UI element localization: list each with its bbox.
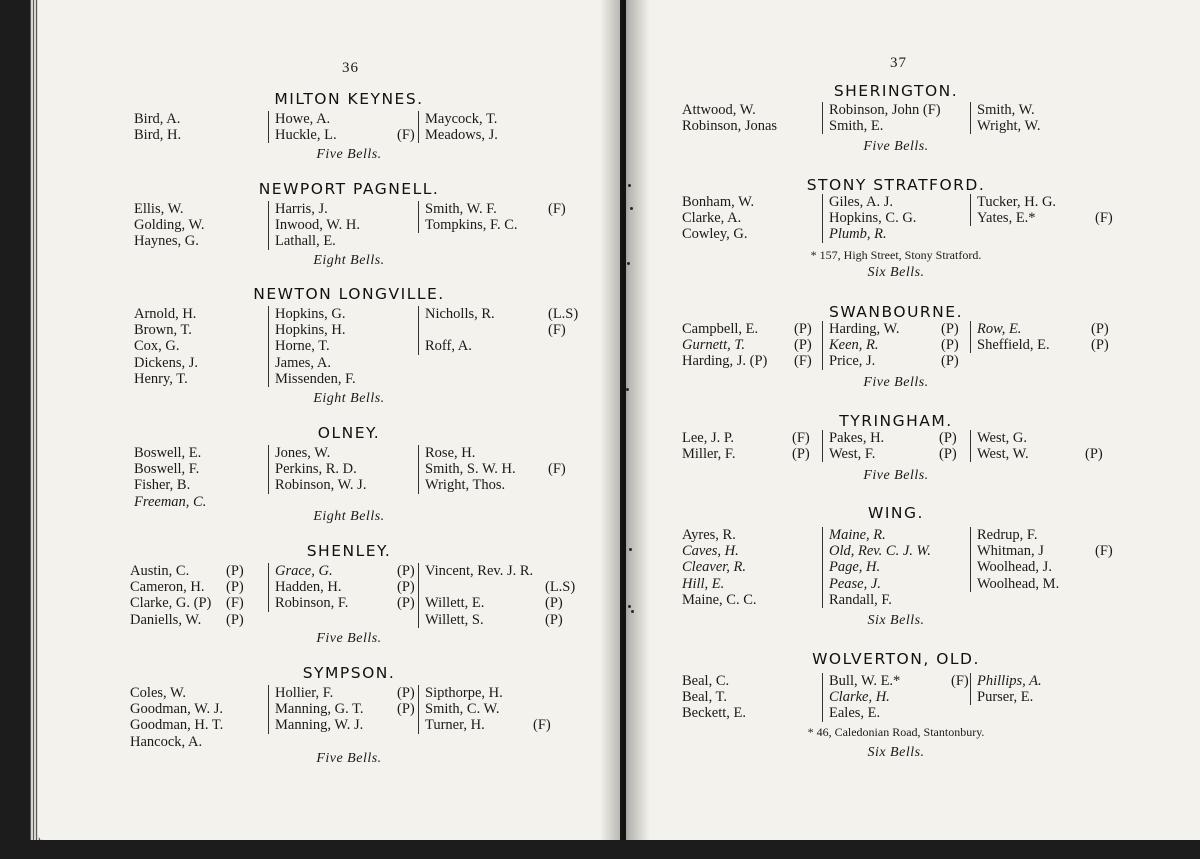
ringer-column [970,321,1119,353]
ringer-entry [275,701,425,717]
ringer-name: Old, Rev. C. J. W. [829,543,931,560]
ringer-name: Beal, C. [682,673,730,689]
ringer-entry [425,477,576,493]
ringer-column [268,685,425,734]
ringer-name: Cox, G. [134,338,180,355]
ringer-name: Miller, F. [682,446,736,463]
ringer-entry [275,579,425,595]
ringer-name: Hopkins, G. [275,306,346,322]
ringer-entry [425,111,576,127]
ringer-mark: (P) [226,563,244,579]
ringer-name: Randall, F. [829,591,892,608]
ringer-entry [682,321,822,337]
ringer-entry [977,118,1135,134]
bells-count: Eight Bells. [313,391,385,406]
ringer-name: Vincent, Rev. J. R. [425,563,534,579]
bells-count: Six Bells. [867,745,925,760]
ringer-entry [682,673,840,689]
ringer-name: Goodman, W. J. [130,701,224,718]
ringer-entry [682,689,840,705]
ringer-name: Wright, Thos. [425,477,506,494]
ringer-column [682,673,840,722]
bells-count: Six Bells. [867,613,925,628]
ringer-entry [275,111,425,127]
ringer-entry [275,595,425,611]
ringer-column [682,527,840,608]
ringer-name: Cleaver, R. [682,559,747,576]
ringer-column [418,111,576,143]
ringer-mark: (P) [1085,446,1103,463]
ringer-name: Yates, E.* [977,210,1036,227]
ringer-name: Attwood, W. [682,102,756,118]
ringer-entry [134,494,292,510]
ringer-mark: (P) [941,337,959,354]
ringer-entry [829,194,979,210]
ringer-entry [977,210,1123,226]
ringer-entry [130,563,254,579]
ringer-entry [130,701,288,717]
ringer-entry [275,127,425,143]
ringer-entry [977,194,1123,210]
ringer-name: West, W. [977,446,1029,463]
ringer-name: West, F. [829,446,876,463]
ringer-name: Plumb, R. [829,226,887,243]
ringer-name: Smith, W. F. [425,201,497,217]
ringer-column [970,194,1123,226]
ringer-mark: (F) [548,201,566,217]
ringer-name: Maine, C. C. [682,591,757,608]
ringer-name: Ellis, W. [134,201,184,217]
ringer-name: Clarke, H. [829,689,890,706]
ringer-name: Goodman, H. T. [130,717,224,734]
ringer-name: Golding, W. [134,217,205,234]
ringer-entry [829,559,979,575]
bells-count: Five Bells. [316,147,382,162]
ringer-column [268,563,425,612]
ringer-entry [130,579,254,595]
ringer-mark: (P) [941,353,959,370]
ringer-entry [829,430,967,446]
ringer-entry [829,673,979,689]
ringer-column [822,321,969,370]
parish-title: NEWTON LONGVILLE. [253,285,445,303]
ringer-name: Clarke, G. (P) [130,595,212,612]
ringer-entry [977,559,1123,575]
ringer-name: Pakes, H. [829,430,885,446]
ringer-entry [425,306,579,322]
ringer-name: Tompkins, F. C. [425,217,518,234]
ringer-entry [829,337,969,353]
ringer-name: Cameron, H. [130,579,205,596]
ringer-entry [977,576,1123,592]
ringer-mark: (F) [548,461,566,478]
ringer-entry [829,592,979,608]
ringer-entry [425,338,576,354]
ringer-column [418,445,576,494]
ringer-entry [682,337,822,353]
ringer-entry [425,127,576,143]
ringer-entry [130,685,288,701]
ringer-name: Robinson, John (F) [829,102,941,118]
ringer-name: Beal, T. [682,689,727,706]
ringer-entry [275,201,425,217]
ringer-name: Austin, C. [130,563,190,579]
ringer-name: Campbell, E. [682,321,759,337]
ringer-column [130,685,288,750]
ringer-column [418,685,561,734]
page-number: 37 [890,55,907,71]
ringer-entry [829,576,979,592]
ringer-entry [682,102,840,118]
ringer-mark: (P) [397,579,415,596]
ringer-column [268,445,425,494]
ringer-name: Coles, W. [130,685,186,701]
ringer-name: Huckle, L. [275,127,337,144]
ringer-entry [425,717,561,733]
ringer-entry [425,217,576,233]
ringer-mark: (F) [792,430,810,446]
ringer-column [130,563,254,628]
ringer-entry [425,595,573,611]
ringer-name: Harris, J. [275,201,328,217]
ringer-name: Eales, E. [829,705,881,722]
ringer-name: Page, H. [829,559,881,576]
ringer-name: Brown, T. [134,322,192,339]
bells-count: Five Bells. [316,631,382,646]
bells-count: Five Bells. [316,751,382,766]
ringer-mark: (P) [794,321,812,337]
ringer-entry [682,430,820,446]
ringer-name: Roff, A. [425,338,472,355]
ringer-entry [130,734,288,750]
ringer-entry [682,353,822,369]
ringer-entry [977,543,1123,559]
bells-count: Eight Bells. [313,253,385,268]
ringer-column [822,430,967,462]
ringer-name: Bird, H. [134,127,182,144]
ringer-entry [682,576,840,592]
ringer-name: Redrup, F. [977,527,1038,543]
ringer-entry [275,322,425,338]
ringer-name: James, A. [275,354,331,371]
ringer-mark: (P) [941,321,959,337]
ringer-mark: (P) [939,446,957,463]
left-page [38,0,620,840]
ringer-mark: (F) [951,673,969,689]
ringer-column [268,306,425,387]
ringer-entry [425,322,576,338]
ringer-column [970,673,1123,705]
ringer-entry [682,705,840,721]
ringer-mark: (P) [939,430,957,446]
ringer-name: Smith, S. W. H. [425,461,516,478]
ringer-entry [275,371,425,387]
parish-title: STONY STRATFORD. [806,176,986,194]
ringer-name: Inwood, W. H. [275,217,360,234]
ringer-name: Clarke, A. [682,210,742,227]
book-gutter [600,0,650,840]
ringer-name: Maine, R. [829,527,886,543]
ringer-name: Sheffield, E. [977,337,1050,354]
ringer-name: Howe, A. [275,111,331,127]
ringer-entry [829,226,979,242]
ringer-name: Fisher, B. [134,477,191,494]
ringer-name: Ayres, R. [682,527,736,543]
ringer-entry [682,226,840,242]
ringer-entry [829,705,979,721]
ringer-mark: (P) [545,595,563,612]
ringer-entry [977,321,1119,337]
ringer-name: Meadows, J. [425,127,498,144]
ringer-name: Missenden, F. [275,370,356,387]
ringer-entry [682,194,840,210]
ringer-name: Price, J. [829,353,876,370]
ringer-name: Wright, W. [977,118,1041,135]
ringer-name: Purser, E. [977,689,1034,706]
ringer-name: Haynes, G. [134,233,199,250]
footnote: * 157, High Street, Stony Stratford. [810,248,982,262]
ringer-mark: (P) [397,701,415,718]
ringer-entry [829,353,969,369]
parish-title: SHERINGTON. [833,82,959,100]
ringer-mark: (L.S) [548,306,579,322]
ringer-name: Willett, S. [425,611,484,628]
ringer-name: Robinson, Jonas [682,118,778,135]
ringer-mark: (P) [1091,321,1109,337]
ringer-entry [829,210,979,226]
ringer-mark: (F) [397,127,415,144]
bells-count: Six Bells. [867,265,925,280]
parish-title: SHENLEY. [306,542,392,560]
ringer-name: Cowley, G. [682,226,748,243]
ringer-mark: (P) [545,611,563,628]
ringer-entry [275,563,425,579]
parish-title: SWANBOURNE. [828,303,964,321]
ringer-entry [682,559,840,575]
ringer-entry [425,461,576,477]
ringer-entry [682,118,840,134]
ringer-name: Woolhead, J. [977,559,1052,576]
ringer-entry [275,445,425,461]
ringer-entry [977,102,1135,118]
ringer-entry [425,563,573,579]
ringer-mark: (F) [226,595,244,612]
ringer-column [682,430,820,462]
ringer-name: Gurnett, T. [682,337,745,354]
ringer-name: Boswell, E. [134,445,202,461]
ringer-column [268,201,425,250]
ringer-name: Arnold, H. [134,306,197,322]
ringer-name: Manning, W. J. [275,717,364,734]
parish-title: NEWPORT PAGNELL. [258,180,440,198]
ringer-entry [977,337,1119,353]
ringer-entry [977,430,1113,446]
ringer-name: Harding, J. (P) [682,353,768,370]
ringer-entry [977,689,1123,705]
ringer-entry [425,685,561,701]
ringer-name: Willett, E. [425,595,485,612]
bells-count: Eight Bells. [313,509,385,524]
ringer-entry [829,543,979,559]
ringer-entry [977,673,1123,689]
parish-title: TYRINGHAM. [839,412,953,430]
ringer-name: West, G. [977,430,1027,446]
ringer-name: Caves, H. [682,543,739,560]
ringer-mark: (P) [792,446,810,463]
ringer-name: Smith, W. [977,102,1035,118]
ringer-column [822,673,979,722]
parish-title: WOLVERTON, OLD. [812,650,980,668]
ringer-column [418,201,576,233]
page-number: 36 [342,60,359,76]
ringer-name: Keen, R. [829,337,879,354]
bells-count: Five Bells. [863,468,929,483]
ringer-column [682,321,822,370]
ringer-name: Smith, E. [829,118,884,135]
ringer-name: Phillips, A. [977,673,1042,689]
parish-title: WING. [868,504,924,522]
right-page [626,0,1200,840]
ringer-entry [977,446,1113,462]
ringer-column [268,111,425,143]
ringer-name: Tucker, H. G. [977,194,1057,210]
ringer-entry [682,543,840,559]
ringer-mark: (P) [794,337,812,354]
ringer-name: Lathall, E. [275,233,336,250]
ringer-entry [829,527,979,543]
ringer-name: Beckett, E. [682,705,747,722]
ringer-name: Hollier, F. [275,685,334,701]
ringer-entry [130,717,288,733]
ringer-name: Dickens, J. [134,354,199,371]
ringer-name: Rose, H. [425,445,476,461]
ringer-entry [275,217,425,233]
ringer-name: Robinson, W. J. [275,477,367,494]
ringer-name: Manning, G. T. [275,701,364,718]
ringer-entry [425,445,576,461]
ringer-name: Bonham, W. [682,194,755,210]
ringer-mark: (F) [1095,210,1113,227]
ringer-column [682,194,840,243]
ringer-entry [682,446,820,462]
ringer-entry [682,210,840,226]
ringer-column [418,563,576,628]
bells-count: Five Bells. [863,375,929,390]
ringer-entry [275,306,425,322]
ringer-entry [275,477,425,493]
ringer-entry [977,527,1123,543]
parish-title: MILTON KEYNES. [274,90,424,108]
bells-count: Five Bells. [863,139,929,154]
ringer-column [682,102,840,134]
parish-title: OLNEY. [317,424,381,442]
ringer-entry [275,233,425,249]
ringer-mark: (P) [226,579,244,596]
ringer-entry [275,461,425,477]
ringer-entry [682,592,840,608]
ringer-name: Henry, T. [134,370,188,387]
ringer-name: Row, E. [977,321,1022,337]
ringer-name: Jones, W. [275,445,331,461]
ringer-entry [425,201,576,217]
ringer-entry [275,717,425,733]
ringer-entry [275,685,425,701]
ringer-mark: (F) [1095,543,1113,560]
ringer-entry [829,446,967,462]
ringer-name: Sipthorpe, H. [425,685,503,701]
ringer-name: Nicholls, R. [425,306,495,322]
ringer-mark: (P) [397,563,415,579]
ringer-name: Whitman, J [977,543,1044,560]
parish-title: SYMPSON. [302,664,396,682]
ringer-mark: (P) [397,595,415,612]
ringer-name: Turner, H. [425,717,485,734]
ringer-entry [425,579,576,596]
ringer-name: Hadden, H. [275,579,342,596]
ringer-name: Lee, J. P. [682,430,734,446]
ringer-mark: (L.S) [545,579,576,596]
ringer-name: Perkins, R. D. [275,461,357,478]
ringer-column [418,306,579,355]
ringer-entry [425,612,573,628]
ringer-name: Bird, A. [134,111,181,127]
footnote: * 46, Caledonian Road, Stantonbury. [807,725,985,739]
ringer-name: Maycock, T. [425,111,498,127]
ringer-entry [829,321,969,337]
ringer-entry [275,338,425,354]
ringer-name: Hancock, A. [130,733,203,750]
ringer-name: Smith, C. W. [425,701,500,718]
ringer-column [970,430,1113,462]
ringer-name: Freeman, C. [134,493,207,510]
ringer-mark: (P) [397,685,415,701]
ringer-name: Giles, A. J. [829,194,894,210]
ringer-name: Horne, T. [275,338,330,355]
ringer-name: Hopkins, C. G. [829,210,917,227]
ringer-name: Harding, W. [829,321,900,337]
ringer-entry [425,701,561,717]
ringer-entry [130,595,254,611]
ringer-mark: (F) [548,322,566,339]
ringer-entry [275,355,425,371]
ringer-name: Woolhead, M. [977,575,1060,592]
ringer-name: Daniells, W. [130,611,202,628]
ringer-entry [130,612,254,628]
ringer-mark: (P) [1091,337,1109,354]
ringer-column [822,527,979,608]
ringer-name: Boswell, F. [134,461,200,478]
ringer-name: Bull, W. E.* [829,673,901,689]
ringer-name: Hopkins, H. [275,322,346,339]
ringer-column [970,527,1123,592]
ringer-mark: (P) [226,611,244,628]
ringer-name: Grace, G. [275,563,333,579]
ringer-name: Robinson, F. [275,595,349,612]
ringer-column [970,102,1135,134]
ringer-mark: (F) [533,717,551,734]
ringer-name: Hill, E. [682,575,725,592]
ringer-entry [829,689,979,705]
ringer-entry [682,527,840,543]
ringer-column [822,194,979,243]
ringer-name: Pease, J. [829,575,881,592]
ringer-mark: (F) [794,353,812,370]
